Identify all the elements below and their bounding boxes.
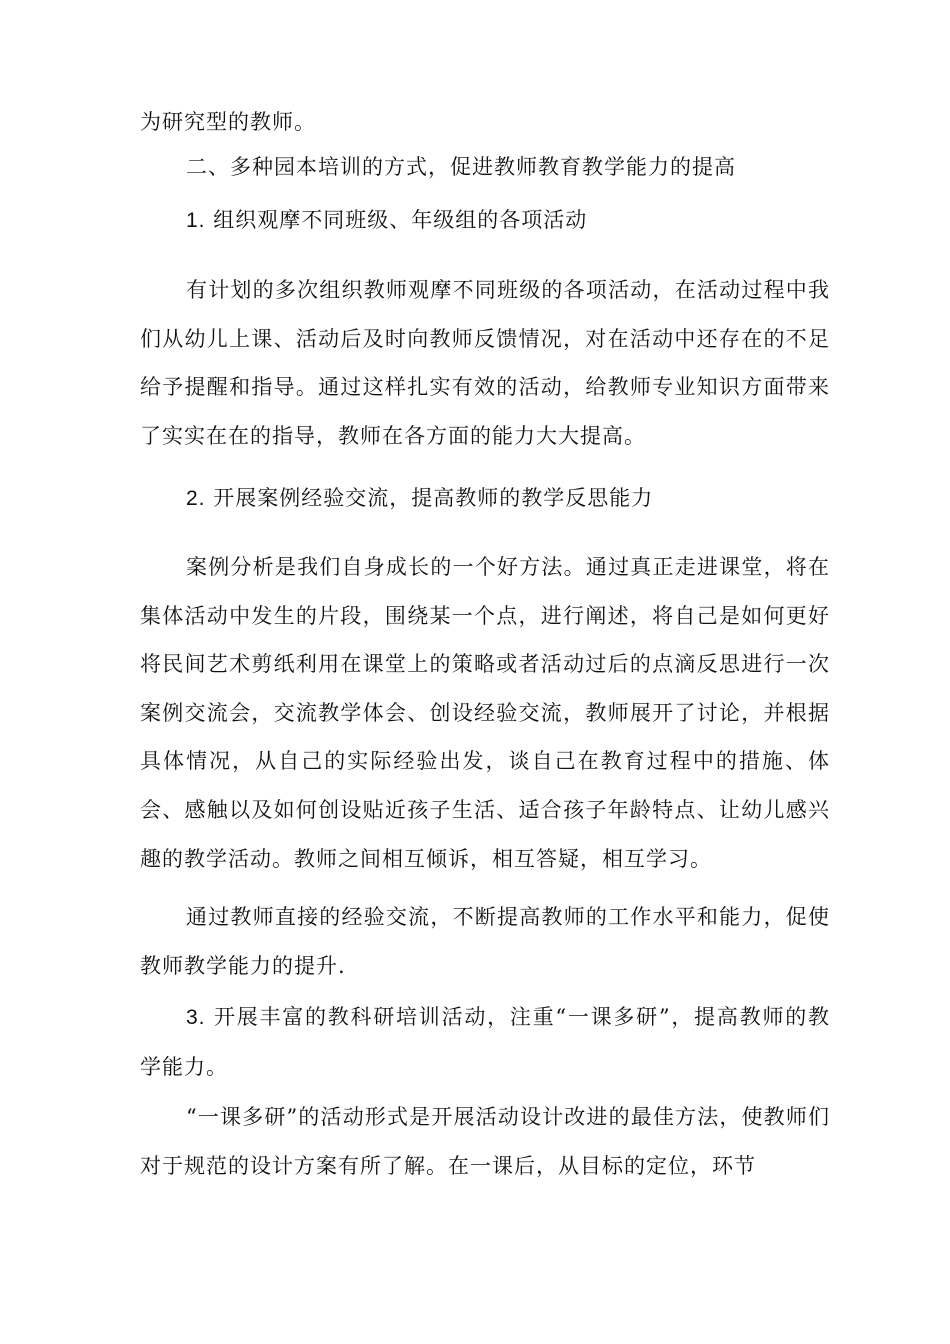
subheading-text: 组织观摩不同班级、年级组的各项活动	[213, 208, 588, 232]
subheading-text: 开展丰富的教科研培训活动，注重“一课多研”，提高教师的教学能力。	[140, 1005, 830, 1079]
subheading-2-3	[140, 993, 830, 1091]
subheading-number: 3.	[186, 1006, 206, 1029]
paragraph-one-lesson-multi-research: “一课多研”的活动形式是开展活动设计改进的最佳方法，使教师们对于规范的设计方案有所了解。在一课后，从目标的定位，环节	[140, 1105, 830, 1178]
subheading-2-2	[140, 474, 830, 524]
paragraph-observation: 有计划的多次组织教师观摩不同班级的各项活动，在活动过程中我们从幼儿上课、活动后及时向教师反馈情况，对在活动中还存在的不足给予提醒和指导。通过这样扎实有效的活动，给教师专业知识方面带来了实实在在的指导，教师在各方面的能力大大提高。	[140, 278, 830, 448]
subheading-number: 1.	[186, 209, 206, 232]
paragraph-continuation: 为研究型的教师。	[140, 110, 316, 134]
subheading-number: 2.	[186, 487, 206, 510]
paragraph-case-analysis: 案例分析是我们自身成长的一个好方法。通过真正走进课堂，将在集体活动中发生的片段，围绕某一个点，进行阐述，将自己是如何更好将民间艺术剪纸利用在课堂上的策略或者活动过后的点滴反思进行一次案例交流会，交流教学体会、创设经验交流，教师展开了讨论，并根据具体情况，从自己的实际经验出发，谈自己在教育过程中的措施、体会、感触以及如何创设贴近孩子生活、适合孩子年龄特点、让幼儿感兴趣的教学活动。教师之间相互倾诉，相互答疑，相互学习。	[140, 555, 830, 871]
subheading-text: 开展案例经验交流，提高教师的教学反思能力	[213, 486, 654, 510]
paragraph-experience-exchange: 通过教师直接的经验交流，不断提高教师的工作水平和能力，促使教师教学能力的提升.	[140, 905, 830, 978]
section-heading-2: 二、多种园本培训的方式，促进教师教育教学能力的提高	[186, 155, 736, 179]
subheading-2-1	[140, 196, 830, 246]
